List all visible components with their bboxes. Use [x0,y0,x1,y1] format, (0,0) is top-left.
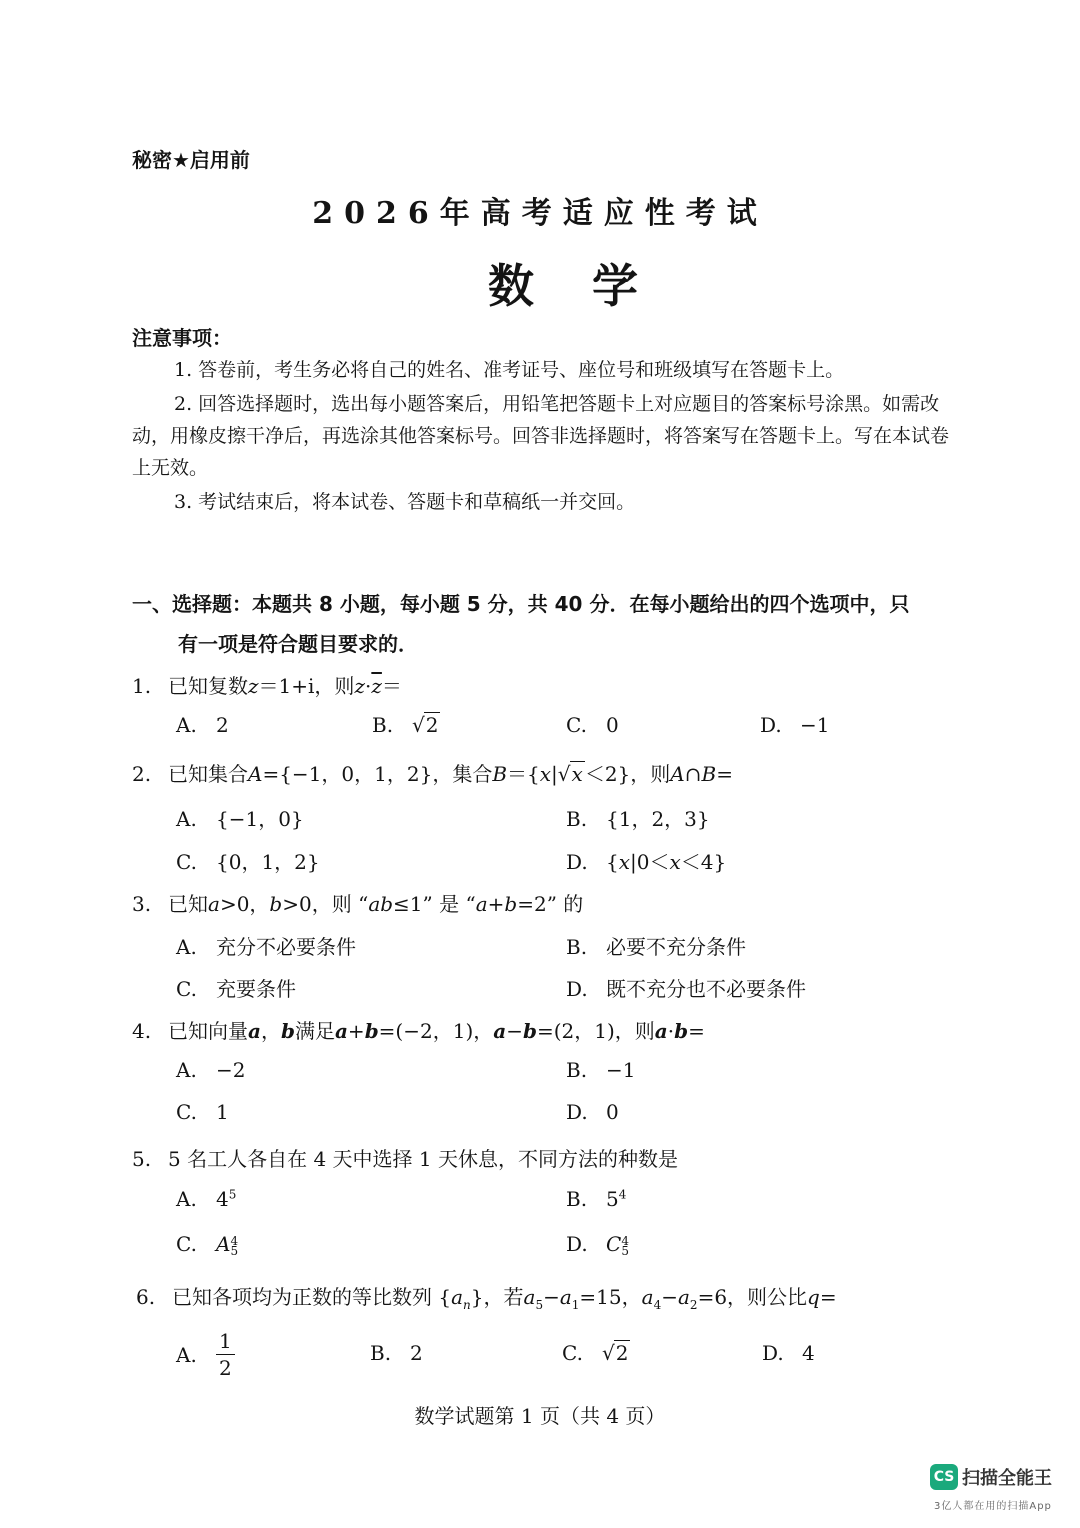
q-text: 已知复数 [168,674,248,698]
q4-option-d [566,1100,619,1124]
q-text: =(2，1)，则 [536,1019,655,1043]
q-text: =6，则公比 [697,1285,808,1309]
q3-option-d [566,973,806,1002]
var: x [669,850,681,874]
option-text: 充分不必要条件 [216,935,356,959]
option-label: C. [176,850,197,874]
vector-b: b [674,1019,689,1043]
q1-option-d [760,713,829,737]
question-number: 2. [132,762,152,786]
q2-option-d [566,846,726,875]
subject-title: 数学 [488,259,696,313]
section-heading-line-1: 一、选择题：本题共 8 小题，每小题 5 分，共 40 分．在每小题给出的四个选项中，只 [132,592,910,616]
option-label: B. [370,1341,392,1365]
q-text: =(−2，1)， [378,1019,494,1043]
question-number: 4. [132,1019,152,1043]
option-label: B. [566,1058,588,1082]
option-text: 既不充分也不必要条件 [606,977,806,1001]
subscript: 2 [689,1298,698,1312]
q1-option-a [176,713,229,737]
q2-option-c [176,846,320,875]
q4-option-c [176,1100,229,1124]
option-text: |0＜ [630,850,670,874]
option-text: 2 [216,713,229,737]
option-label: D. [566,977,588,1001]
var-z-conjugate: $\overline{z}$ [371,674,382,698]
var: x [539,762,552,786]
radicand: x [571,762,583,786]
q6-option-a [176,1328,235,1381]
option-label: C. [562,1341,583,1365]
q-text: 已知集合 [168,762,248,786]
option-text: 1 [216,1100,229,1124]
q-text: 已知向量 [168,1019,248,1043]
q-text: ， [260,1019,281,1043]
q-text: }，若 [470,1285,524,1309]
option-label: B. [566,1187,588,1211]
arrangement-symbol: A [216,1232,231,1256]
var: A [670,762,685,786]
option-text: {0，1，2} [216,850,320,874]
numerator: 1 [216,1328,235,1355]
q-text: =15， [579,1285,642,1309]
q-text: · [667,1019,675,1043]
power-exponent: 5 [228,1187,237,1202]
var: a [559,1285,572,1309]
sup-sub [230,1233,239,1258]
question-number: 5. [132,1147,152,1171]
var: a [451,1285,464,1309]
power-base: 4 [216,1187,229,1211]
q-text: =2” 的 [517,892,584,916]
superscript: 4 [621,1233,629,1248]
q-text: 已知各项均为正数的等比数列 { [172,1285,452,1309]
q6-option-b [370,1341,423,1365]
vector-a: a [654,1019,668,1043]
q-text: | [551,762,558,786]
var: B [701,762,717,786]
section-heading-line-2: 有一项是符合题目要求的． [178,632,418,656]
q3-option-c [176,973,296,1002]
option-label: D. [762,1341,784,1365]
var: x [618,850,631,874]
denominator: 2 [219,1356,232,1380]
fraction [216,1328,235,1381]
q6-option-d [762,1341,815,1365]
q-text: ＝{ [507,762,540,786]
q-text: ＝1+i，则 [258,674,355,698]
sqrt-expression: √x [557,762,583,786]
q-text: − [543,1285,560,1309]
option-text: 2 [410,1341,423,1365]
q-text: 已知 [168,892,208,916]
vector-a: a [334,1019,348,1043]
q1-option-b [372,713,440,737]
var-z: z [248,674,259,698]
subscript-text: n [463,1298,471,1312]
q-text: − [506,1019,523,1043]
option-label: C. [176,1232,197,1256]
var: ab [368,892,394,916]
combination-symbol: C [606,1232,622,1256]
sqrt-expression: √2 [602,1341,629,1365]
q4-option-b [566,1058,635,1082]
sqrt-expression: √2 [412,713,439,737]
question-6 [136,1281,837,1312]
option-label: A. [176,1342,197,1367]
option-label: C. [176,1100,197,1124]
notice-item-3: 3. 考试结束后，将本试卷、答题卡和草稿纸一并交回。 [174,491,636,513]
q2-option-a [176,803,304,832]
option-text: 4 [802,1341,815,1365]
q-text: ＜2}，则 [584,762,671,786]
q3-option-b [566,931,746,960]
option-text: −1 [800,713,830,737]
notice-heading: 注意事项： [132,326,232,350]
sup-sub [621,1233,629,1258]
q-text: >0， [219,892,270,916]
q5-option-a [176,1187,236,1211]
option-text: 0 [606,1100,619,1124]
superscript: 4 [230,1233,239,1248]
option-text: 必要不充分条件 [606,935,746,959]
question-5 [132,1143,678,1172]
watermark-slogan: 3亿人都在用的扫描App [934,1501,1052,1512]
power-exponent: 4 [618,1187,627,1202]
camscanner-logo-icon: CS [930,1464,958,1490]
option-label: A. [176,807,197,831]
option-label: A. [176,713,197,737]
watermark-app-name: 扫描全能王 [962,1468,1052,1489]
notice-item-2: 2. 回答选择题时，选出每小题答案后，用铅笔把答题卡上对应题目的答案标号涂黑。如需改动，用橡皮擦干净后，再选涂其他答案标号。回答非选择题时，将答案写在答题卡上。写在本试卷上无效。 [132,393,950,479]
question-number: 6. [136,1285,156,1309]
q-text: 5 名工人各自在 4 天中选择 1 天休息，不同方法的种数是 [168,1147,678,1171]
vector-a: a [493,1019,507,1043]
option-label: A. [176,1187,197,1211]
question-number: 1. [132,674,152,698]
option-label: D. [760,713,782,737]
q-text: + [347,1019,365,1043]
option-text: 充要条件 [216,977,296,1001]
option-label: A. [176,1058,197,1082]
q-text: = [819,1285,837,1309]
vector-b: b [280,1019,295,1043]
question-number: 3. [132,892,152,916]
q-text: = [688,1019,705,1043]
q5-option-c [176,1232,238,1256]
option-text: −1 [606,1058,636,1082]
radicand: 2 [425,713,439,737]
section-heading [132,584,962,664]
exam-title: 2026年高考适应性考试 [312,196,768,231]
vector-b: b [364,1019,379,1043]
q-text: ={−1，0，1，2}，集合 [262,762,493,786]
subscript: 5 [535,1298,544,1312]
q1-option-c [566,713,619,737]
question-3 [132,888,583,917]
subscript: 5 [230,1243,239,1258]
question-2 [132,758,733,787]
var-z: z [354,674,365,698]
subscript: 5 [621,1243,629,1258]
confidential-label: 秘密★启用前 [132,148,250,172]
q-text: >0，则 “ [282,892,369,916]
option-label: B. [566,807,588,831]
var: q [807,1285,820,1309]
var: a [523,1285,536,1309]
q-text: 满足 [294,1019,335,1043]
power-base: 5 [606,1187,619,1211]
option-label: B. [372,713,394,737]
option-text: −2 [216,1058,246,1082]
vector-b: b [522,1019,537,1043]
var: a [677,1285,690,1309]
var: a [475,892,488,916]
q6-option-c [562,1341,630,1365]
q-text: − [661,1285,678,1309]
subscript: 4 [653,1298,662,1312]
option-text: {−1，0} [216,807,304,831]
q3-option-a [176,931,356,960]
var: a [641,1285,654,1309]
q5-option-b [566,1187,626,1211]
q-text: ＝ [381,674,402,698]
radicand: 2 [615,1341,629,1365]
q5-option-d [566,1232,629,1256]
var: a [208,892,220,916]
q2-option-b [566,803,710,832]
page-footer: 数学试题第 1 页（共 4 页） [414,1404,666,1428]
var: B [492,762,508,786]
var: A [248,762,263,786]
option-label: D. [566,1100,588,1124]
option-text: { [606,850,619,874]
option-label: D. [566,850,588,874]
q4-option-a [176,1058,245,1082]
question-1 [132,670,402,699]
option-label: C. [176,977,197,1001]
vector-a: a [248,1019,261,1043]
option-text: ＜4} [680,850,727,874]
option-text: {1，2，3} [606,807,710,831]
option-label: B. [566,935,588,959]
q-text: ∩ [684,762,702,786]
notice-item-1: 1. 答卷前，考生务必将自己的姓名、准考证号、座位号和班级填写在答题卡上。 [174,359,845,381]
q-text: = [716,762,733,786]
option-label: C. [566,713,587,737]
option-label: A. [176,935,197,959]
question-4 [132,1015,705,1044]
q-text: + [487,892,505,916]
subscript [463,1298,471,1312]
option-label: D. [566,1232,588,1256]
q-text: · [364,674,372,698]
q-text: ≤1” 是 “ [393,892,476,916]
var: b [504,892,518,916]
subscript: 1 [571,1298,580,1312]
scanner-watermark [930,1464,1052,1490]
var: b [269,892,283,916]
option-text: 0 [606,713,619,737]
